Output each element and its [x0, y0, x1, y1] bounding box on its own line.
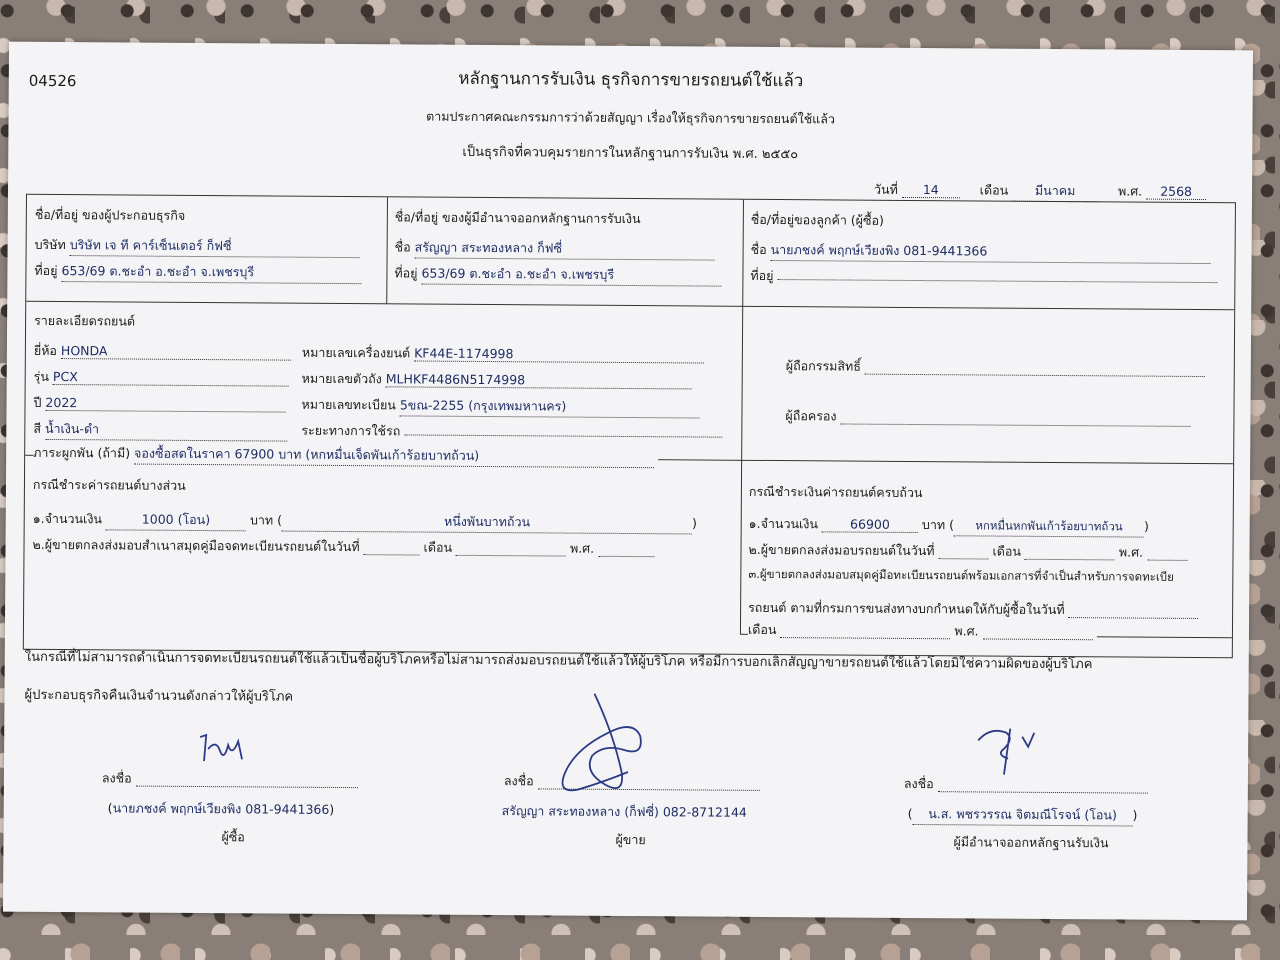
partial-year-label: พ.ศ.	[569, 540, 595, 556]
customer-address-label: ที่อยู่	[750, 267, 774, 284]
vehicle-mileage-row	[301, 421, 722, 444]
operator-company-row	[35, 235, 360, 258]
model-value: PCX	[53, 369, 289, 387]
day-value: 14	[902, 182, 960, 198]
model-label: รุ่น	[33, 368, 50, 384]
notice-line-1: ในกรณีที่ไม่สามารถดำเนินการจดทะเบียนรถยนต์ใช้แล้วเป็นชื่อผู้บริโภคหรือไม่สามารถส่งมอบรถยนต์ใช้แล้วให้ผู้บริโภค หรือมีการบอกเลิกสัญญาขายรถยนต์ใช้แล้วโดยมิใช่ความผิดของผู้บริโภค	[24, 649, 1093, 673]
document-subtitle-1: ตามประกาศคณะกรรมการว่าด้วยสัญญา เรื่องให้ธุรกิจการขายรถยนต์ใช้แล้ว	[426, 108, 836, 127]
mileage-label: ระยะทางการใช้รถ	[301, 422, 401, 439]
issuer-name-row	[395, 237, 715, 260]
issuer-sign-label: ลงชื่อ	[903, 775, 934, 792]
owner-row	[786, 356, 1205, 379]
document-number: 04526	[28, 71, 77, 91]
seller-name: สรัญญา สระทองหลาง (ก็ฟซี่) 082-8712144	[501, 803, 747, 820]
issuer-role: ผู้มีอำนาจออกหลักฐานรับเงิน	[953, 834, 1109, 851]
partial-baht-label: บาท	[249, 512, 274, 528]
operator-header: ชื่อ/ที่อยู่ ของผู้ประกอบธุรกิจ	[34, 206, 186, 223]
engine-label: หมายเลขเครื่องยนต์	[301, 344, 411, 361]
operator-address-row	[34, 261, 361, 284]
partial-amount-row: ๑.จำนวนเงิน 1000 (โอน) บาท ( หนึ่งพันบาทถ้วน )	[33, 509, 697, 535]
owner-label: ผู้ถือกรรมสิทธิ์	[785, 358, 862, 374]
seller-sign-row	[504, 771, 760, 793]
full-line-5	[748, 620, 1097, 642]
issuer-name-label: ชื่อ	[394, 239, 411, 255]
vehicle-year-value: 2022	[45, 395, 285, 413]
buyer-signature-mark	[194, 731, 254, 767]
issuer-address-value: 653/69 ต.ชะอำ อ.ชะอำ จ.เพชรบุรี	[421, 264, 721, 287]
encumbrance-label: ภาระผูกพัน (ถ้ามี)	[33, 444, 131, 461]
issuer-name-value: สรัญญา สระทองหลาง ก็ฟซี่	[415, 238, 715, 261]
partial-month-label: เดือน	[423, 539, 453, 555]
mileage-value	[404, 434, 722, 437]
partial-line-2	[32, 535, 654, 559]
full-month-label-2: เดือน	[747, 621, 777, 638]
buyer-name: นายภชงค์ พฤกษ์เวียงพิง 081-9441366	[112, 800, 330, 817]
vehicle-chassis-row	[302, 369, 692, 392]
partial-header: กรณีชำระค่ารถยนต์บางส่วน	[32, 476, 186, 493]
vehicle-plate-row	[301, 395, 699, 419]
full-amount-row: ๑.จำนวนเงิน 66900 บาท ( หกหมื่นหกพันเก้าร้อยบาทถ้วน )	[749, 514, 1149, 538]
engine-value: KF44E-1174998	[414, 346, 704, 364]
company-label: บริษัท	[34, 236, 66, 253]
company-value: บริษัท เจ ที คาร์เซ็นเตอร์ ก็ฟซี่	[70, 235, 360, 258]
buyer-role: ผู้ซื้อ	[221, 829, 245, 845]
document-title: หลักฐานการรับเงิน ธุรกิจการขายรถยนต์ใช้แล้ว	[458, 68, 804, 92]
document-subtitle-2: เป็นธุรกิจที่ควบคุมรายการในหลักฐานการรับเงิน พ.ศ. ๒๕๕๐	[462, 144, 799, 163]
buyer-sign-label: ลงชื่อ	[101, 770, 132, 786]
encumbrance-value: จองซื้อสดในราคา 67900 บาท (หกหมื่นเจ็ดพันเก้าร้อยบาทถ้วน)	[134, 444, 654, 469]
customer-name-label: ชื่อ	[750, 241, 767, 257]
partial-line2-text: ๒.ผู้ขายตกลงส่งมอบสำเนาสมุดคู่มือจดทะเบียนรถยนต์ในวันที่	[32, 536, 360, 555]
partial-amount-value: 1000 (โอน)	[106, 509, 246, 531]
vehicle-model-row	[34, 367, 289, 389]
plate-value: 5ขณ-2255 (กรุงเทพมหานคร)	[400, 395, 700, 418]
notice-line-2: ผู้ประกอบธุรกิจคืนเงินจำนวนดังกล่าวให้ผู้บริโภค	[24, 687, 294, 705]
form-grid	[23, 194, 1236, 658]
month-label: เดือน	[979, 182, 1009, 198]
vehicle-header: รายละเอียดรถยนต์	[34, 312, 136, 329]
full-line4-text: รถยนต์ ตามที่กรมการขนส่งทางบกกำหนดให้กับผู้ซื้อในวันที่	[748, 599, 1065, 618]
seller-printed-name	[502, 801, 747, 823]
customer-address-row	[750, 266, 1217, 289]
full-amount-label: ๑.จำนวนเงิน	[748, 515, 819, 532]
vehicle-color-row	[33, 419, 287, 442]
issuer-sig-name: น.ส. พชรวรรณ จิตมณีโรจน์ (โอน)	[912, 804, 1132, 827]
customer-header: ชื่อ/ที่อยู่ของลูกค้า (ผู้ซื้อ)	[750, 211, 884, 228]
month-value: มีนาคม	[1012, 181, 1098, 203]
year-value: 2568	[1146, 184, 1206, 200]
issuer-address-label: ที่อยู่	[394, 265, 418, 281]
receipt-document	[3, 42, 1253, 921]
chassis-label: หมายเลขตัวถัง	[301, 370, 382, 387]
full-amount-value: 66900	[822, 516, 918, 533]
issuer-sign-row	[904, 774, 1148, 796]
operator-address-label: ที่อยู่	[34, 262, 58, 279]
full-line-2	[748, 540, 1187, 563]
full-year-label-2: พ.ศ.	[954, 623, 979, 639]
full-baht-label: บาท	[921, 517, 946, 533]
year-label: พ.ศ.	[1117, 183, 1143, 199]
full-month-label: เดือน	[992, 543, 1022, 559]
customer-name-row	[751, 240, 1211, 264]
full-year-label: พ.ศ.	[1118, 544, 1144, 560]
partial-amount-label: ๑.จำนวนเงิน	[32, 510, 103, 527]
customer-address-value	[777, 279, 1217, 283]
vehicle-brand-row	[34, 341, 291, 363]
full-line-3: ๓.ผู้ขายตกลงส่งมอบสมุดคู่มือทะเบียนรถยนต์พร้อมเอกสารที่จำเป็นสำหรับการจดทะเบีย	[748, 566, 1174, 584]
vehicle-year-row	[33, 393, 285, 415]
issuer-printed-name: ( น.ส. พชรวรรณ จิตมณีโรจน์ (โอน) )	[908, 804, 1138, 827]
full-line-4	[748, 598, 1199, 621]
full-header: กรณีชำระเงินค่ารถยนต์ครบถ้วน	[748, 483, 923, 501]
brand-value: HONDA	[61, 343, 291, 361]
encumbrance-row	[33, 443, 658, 468]
plate-label: หมายเลขทะเบียน	[301, 396, 396, 413]
chassis-value: MLHKF4486N5174998	[386, 371, 692, 389]
color-value: น้ำเงิน-ดำ	[45, 419, 287, 442]
possessor-row	[785, 406, 1190, 429]
full-amount-words: หกหมื่นหกพันเก้าร้อยบาทถ้วน	[954, 517, 1144, 537]
issuer-header: ชื่อ/ที่อยู่ ของผู้มีอำนาจออกหลักฐานการรับเงิน	[394, 209, 641, 227]
vehicle-engine-row	[302, 343, 704, 366]
day-label: วันที่	[873, 181, 898, 197]
color-label: สี	[33, 420, 42, 436]
brand-label: ยี่ห้อ	[33, 342, 58, 359]
customer-name-value: นายภชงค์ พฤกษ์เวียงพิง 081-9441366	[771, 240, 1211, 264]
full-line2-text: ๒.ผู้ขายตกลงส่งมอบรถยนต์ในวันที่	[748, 541, 935, 559]
seller-sign-label: ลงชื่อ	[503, 773, 534, 789]
issuer-signature-mark	[970, 718, 1060, 783]
buyer-printed-name: (นายภชงค์ พฤกษ์เวียงพิง 081-9441366)	[107, 800, 335, 817]
possessor-label: ผู้ถือครอง	[785, 408, 837, 424]
seller-role: ผู้ขาย	[615, 831, 646, 848]
operator-address-value: 653/69 ต.ชะอำ อ.ชะอำ จ.เพชรบุรี	[61, 261, 361, 284]
partial-amount-words: หนึ่งพันบาทถ้วน	[282, 511, 692, 535]
year-label-vehicle: ปี	[33, 394, 42, 410]
issuer-address-row	[394, 263, 721, 286]
buyer-sign-row	[102, 768, 358, 790]
